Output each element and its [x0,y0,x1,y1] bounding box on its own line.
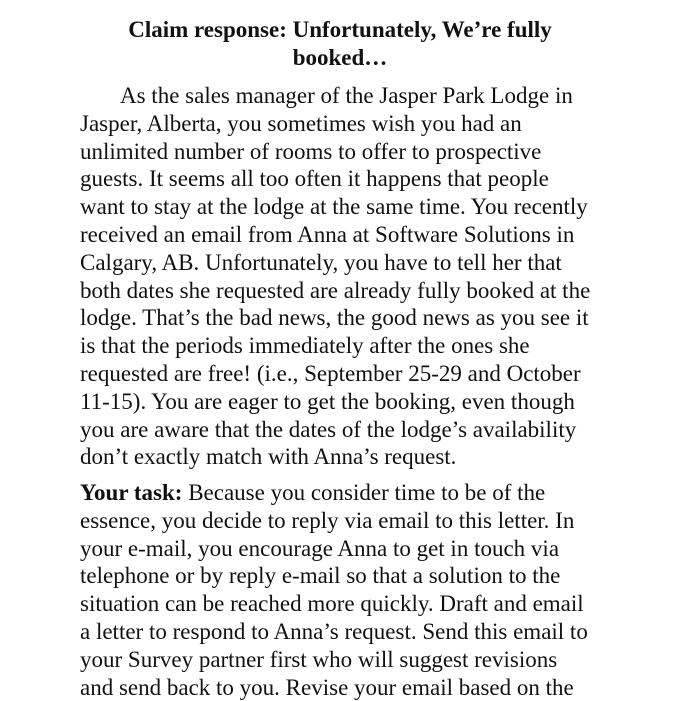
paragraph-line: 11-15). You are eager to get the booking, even though [80,388,575,414]
scenario-paragraph [80,82,610,471]
paragraph-line: telephone or by reply e-mail so that a solution to the [80,563,561,589]
paragraph-line: guests. It seems all too often it happens that people [80,166,549,192]
paragraph-line: situation can be reached more quickly. Draft and email [80,591,584,617]
task-label: Your task: [80,480,183,505]
paragraph-line: is that the periods immediately after the ones she [80,333,530,359]
paragraph-line: and send back to you. Revise your email based on the [80,674,574,700]
paragraph-line: your Survey partner first who will suggest revisions [80,646,558,672]
paragraph-line: essence, you decide to reply via email to this letter. In [80,507,575,533]
paragraph-line: unlimited number of rooms to offer to prospective [80,138,542,164]
paragraph-line: your e-mail, you encourage Anna to get in touch via [80,535,560,561]
paragraph-line: want to stay at the lodge at the same time. You recently [80,194,588,220]
paragraph-line: received an email from Anna at Software Solutions in [80,221,575,247]
paragraph-line: Calgary, AB. Unfortunately, you have to tell her that [80,249,562,275]
task-paragraph [80,479,610,701]
paragraph-line: lodge. That’s the bad news, the good news as you see it [80,305,589,331]
paragraph-line: requested are free! (i.e., September 25-29 and October [80,360,581,386]
task-first-line-text: Because you consider time to be of the [182,480,546,505]
paragraph-line: you are aware that the dates of the lodge’s availability [80,416,577,442]
paragraph-line: As the sales manager of the Jasper Park Lodge in [120,83,573,108]
paragraph-line: a letter to respond to Anna’s request. Send this email to [80,618,588,644]
paragraph-line: Jasper, Alberta, you sometimes wish you had an [80,110,522,136]
paragraph-line: don’t exactly match with Anna’s request. [80,444,457,470]
task-first-line [80,479,610,507]
document-title: Claim response: Unfortunately, We’re fully booked… [128,17,552,70]
paragraph-line: both dates she requested are already fully booked at the [80,277,591,303]
